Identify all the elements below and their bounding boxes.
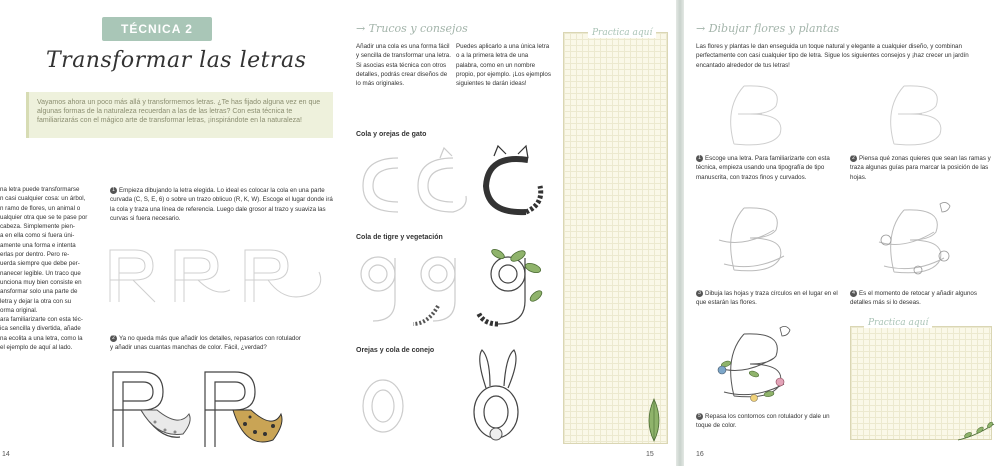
step-number: 2 xyxy=(850,155,857,162)
page-number: 15 xyxy=(646,451,654,458)
practice-label: Practica aquí xyxy=(588,28,656,38)
step-2 xyxy=(110,334,305,353)
body-line: ara familiarizarte con esta téc- xyxy=(0,316,83,324)
leaf-decoration xyxy=(642,395,666,443)
body-line: orma original. xyxy=(0,306,38,314)
step-number: 5 xyxy=(696,413,703,420)
body-line: ica sencilla y divertida, añade xyxy=(0,325,81,333)
intro-text: Vayamos ahora un poco más allá y transformemos letras. ¿Te has fijado alguna vez en que algunas formas de la naturaleza recuerdan a las de las letras? Con esta técnica te familiarizarás con el mágico arte de transformar letras, ¡inspirándote en la naturaleza! xyxy=(37,99,321,124)
step-text: Dibuja las hojas y traza círculos en el lugar en el que estarán las flores. xyxy=(696,290,838,307)
body-line: n ramo de flores, un animal o xyxy=(0,204,81,212)
outline-letters-r-illustration xyxy=(105,242,335,310)
tips-column-1: Añadir una cola es una forma fácil y sencilla de transformar una letra. Si asocias esta técnica con otros detalles, podrás crear diseños de lo más originales. xyxy=(356,43,451,88)
body-line: ansformar solo una parte de xyxy=(0,288,78,296)
flower-step-5 xyxy=(696,412,841,431)
page-title: Transformar las letras xyxy=(46,48,307,73)
step-text: Ya no queda más que añadir los detalles, repasarlos con rotulador y añadir unas cuantas manchas de color. Fácil, ¿verdad? xyxy=(110,335,301,352)
vine-decoration xyxy=(956,420,996,442)
body-line: letra y dejar la otra con su xyxy=(0,297,72,305)
flowers-heading-text: Dibujar flores y plantas xyxy=(708,22,840,35)
tips-column-2: Puedes aplicarlo a una única letra o a la primera letra de una palabra, como en un nombre propio, por ejemplo. ¡Los ejemplos siguientes te darán ideas! xyxy=(456,43,551,88)
technique-label: TÉCNICA xyxy=(121,22,181,36)
flower-step-1 xyxy=(696,154,841,182)
step-text: Empieza dibujando la letra elegida. Lo ideal es colocar la cola en una parte curvada (C, S, E, 6) o sobre un trazo oblicuo (R, K, W). Escoge el lugar donde irá la cola y traza una línea de referencia. Luego dale grosor al trazo y suaviza las curvas si fuera necesario. xyxy=(110,187,333,222)
example-cat-title: Cola y orejas de gato xyxy=(356,131,427,138)
example-tiger-title: Cola de tigre y vegetación xyxy=(356,234,443,241)
step-text: Es el momento de retocar y añadir algunos detalles más si lo deseas. xyxy=(850,290,977,307)
flower-step-4 xyxy=(850,289,995,308)
page-number: 16 xyxy=(696,451,704,458)
body-line: uerda siempre que debe per- xyxy=(0,260,80,268)
body-line: cabeza. Simplemente pien- xyxy=(0,223,75,231)
body-line: ualquier otra que se te pase por xyxy=(0,213,88,221)
body-line: na letra puede transformarse xyxy=(0,186,80,193)
technique-tag xyxy=(102,17,212,41)
step-number: 1 xyxy=(696,155,703,162)
page-15 xyxy=(340,0,676,466)
branch-letters-b-illustration xyxy=(714,200,984,282)
step-number: 2 xyxy=(110,335,117,342)
flowers-intro: Las flores y plantas le dan enseguida un toque natural y elegante a cualquier diseño, y combinan perfectamente con casi cualquier tipo de letra. Sigue los siguientes consejos y ¡haz crecer un jardín encantado alrededor de tus letras! xyxy=(696,43,969,69)
technique-number: 2 xyxy=(185,22,193,36)
page-14 xyxy=(0,0,340,466)
flowers-heading: → Dibujar flores y plantas xyxy=(696,22,840,35)
tiger-letters-g-illustration xyxy=(358,246,548,336)
colored-flower-letter-b-illustration xyxy=(714,324,834,406)
page-gutter xyxy=(676,0,684,466)
step-number: 1 xyxy=(110,187,117,194)
outline-letters-b-illustration xyxy=(714,78,974,150)
flower-step-2 xyxy=(850,154,995,182)
flower-step-3 xyxy=(696,289,841,308)
cat-letters-c-illustration xyxy=(358,146,548,218)
step-text: Repasa los contornos con rotulador y dale un toque de color. xyxy=(696,413,830,430)
body-line: a en ella como si fuera úni- xyxy=(0,232,75,240)
step-number: 4 xyxy=(850,290,857,297)
step-text: Piensa qué zonas quieres que sean las ramas y traza algunas guías para marcar la posición de las hojas. xyxy=(850,155,991,181)
body-line: nanecer legible. Un traco que xyxy=(0,269,81,277)
intro-box xyxy=(26,92,333,138)
practice-label: Practica aquí xyxy=(864,318,932,328)
body-column xyxy=(0,185,100,352)
practice-area[interactable] xyxy=(563,32,668,444)
body-line: amente una forma e intenta xyxy=(0,241,76,249)
rabbit-letters-o-illustration xyxy=(358,346,548,442)
step-text: Escoge una letra. Para familiarizarte con esta técnica, empieza usando una tipografía de tipo manuscrita, con trazos finos y curvados. xyxy=(696,155,830,181)
tips-heading-text: Trucos y consejos xyxy=(368,22,468,35)
tips-heading: → Trucos y consejos xyxy=(356,22,468,35)
leopard-tail-letters-r-illustration xyxy=(105,362,335,452)
step-number: 3 xyxy=(696,290,703,297)
body-line: el ejemplo de aquí al lado. xyxy=(0,344,73,352)
body-line: erlas por dentro. Pero re- xyxy=(0,251,70,259)
body-line: na ecolita a una letra, como la xyxy=(0,334,83,342)
step-1 xyxy=(110,186,335,223)
body-line: unciona muy bien consiste en xyxy=(0,278,82,286)
body-line: n casi cualquier cosa: un árbol, xyxy=(0,195,86,203)
example-rabbit-title: Orejas y cola de conejo xyxy=(356,347,435,354)
page-16 xyxy=(684,0,1000,466)
page-number: 14 xyxy=(2,451,10,458)
